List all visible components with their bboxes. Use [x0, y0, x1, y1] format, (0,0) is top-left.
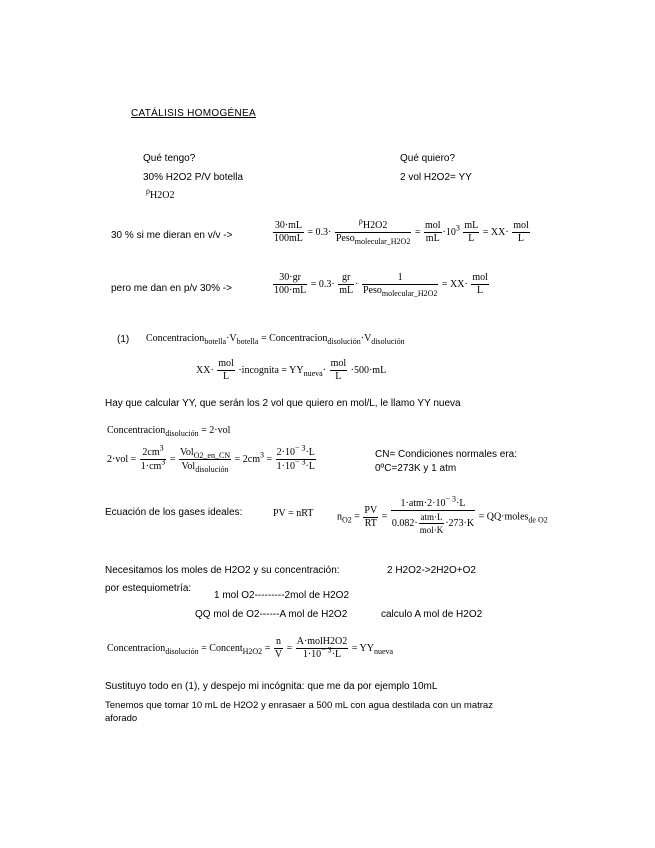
cn-note-1: CN= Condiciones normales era: — [375, 449, 518, 460]
pv-label: pero me dan en p/v 30% -> — [111, 283, 232, 294]
fraction: $\frac{Vol_{O2\_en\_CN}}{Vol_{disolución}}$ — [179, 447, 231, 474]
want-label: Qué quiero? — [400, 153, 456, 164]
stoich-line-2: QQ mol de O2------A mol de H2O2 — [195, 609, 348, 620]
equation-1b: XX· $\frac{\text{mol}}{L}$ ·incognita = $YY_{nueva}\cdot$ $\frac{\text{mol}}{L}$ ·500·mL — [196, 358, 387, 382]
fraction: $\frac{\text{mol}}{L}$ — [218, 358, 234, 382]
fraction: $\frac{^\rho H2O2}{Peso_{molecular\_H2O2}}$ — [335, 216, 411, 246]
fraction: $\frac{gr}{mL}$ — [339, 272, 354, 296]
final-conc-equation: Concentracion$_{disolución}$ = Concent$_{H2O2}$ = $\frac{n}{V}$ = $\frac{\text{A·molH2O2}}{1\cdot 10^{- 3}\cdot L}$ = $YY_{nueva}$ — [107, 636, 394, 660]
fraction: $1\cdot atm\cdot 2\cdot 10^{- 3}\cdot L$ 0.082· $\frac{\text{atm·L}}{\text{mol·K}}$ ·273·K — [391, 494, 475, 535]
paragraph-conclusion-2: aforado — [105, 713, 138, 724]
fraction: $\frac{1}{Peso_{molecular\_H2O2}}$ — [362, 272, 438, 298]
have-label: Qué tengo? — [143, 153, 196, 164]
stoich-calc: calculo A mol de H2O2 — [381, 609, 483, 620]
gas-pv: PV = nRT — [273, 508, 314, 519]
vv-equation: $\frac{30\cdot mL}{100mL}$ = 0.3· $\frac{^\rho H2O2}{Peso_{molecular\_H2O2}}$ = $\frac{\text{mol}}{mL}$ $\cdot 10^3$ $\frac{mL}{L}$ = XX· $\frac{\text{mol}}{L}$ — [274, 216, 529, 246]
have-line: 30% H2O2 P/V botella — [143, 172, 244, 183]
fraction: $\frac{n}{V}$ — [274, 636, 283, 660]
fraction: $\frac{\text{mol}}{mL}$ — [424, 220, 441, 244]
paragraph-substitute: Sustituyo todo en (1), y despejo mi incógnita: que me da por ejemplo 10mL — [105, 681, 438, 692]
reaction: 2 H2O2->2H2O+O2 — [387, 565, 476, 576]
fraction: $\frac{2cm^3}{1\cdot cm^3}$ — [140, 443, 166, 472]
fraction: $\frac{2\cdot 10^{- 3}\cdot L}{1\cdot 10^{- 3}\cdot L}$ — [276, 443, 315, 472]
pv-equation: $\frac{30\cdot gr}{100\cdot mL}$ = 0.3· $\frac{gr}{mL}$ · $\frac{1}{Peso_{molecular\_H2O2}}$ = XX· $\frac{\text{mol}}{L}$ — [274, 272, 488, 298]
fraction: $\frac{\text{mol}}{L}$ — [330, 358, 347, 382]
fraction: $\frac{\text{A·molH2O2}}{1\cdot 10^{- 3}\cdot L}$ — [296, 636, 348, 660]
fraction: $\frac{PV}{RT}$ — [364, 504, 378, 529]
gas-label: Ecuación de los gases ideales: — [105, 507, 243, 518]
stoich-label: por estequiometría: — [105, 583, 192, 594]
rho-symbol: ρ — [146, 186, 150, 196]
fraction: $\frac{30\cdot gr}{100\cdot mL}$ — [274, 272, 307, 296]
equation-1: $Concentracion_{botella}\cdot V_{botella}$ = $Concentracion_{disolución}\cdot V_{disolución}$ — [146, 333, 405, 346]
cn-note-2: 0ºC=273K y 1 atm — [375, 463, 457, 474]
h2o2-text: H2O2 — [150, 190, 175, 201]
have-rho-h2o2 — [146, 186, 175, 201]
equation-number: (1) — [117, 334, 130, 345]
stoich-line-1: 1 mol O2---------2mol de H2O2 — [214, 590, 350, 601]
page-title: CATÁLISIS HOMOGÉNEA — [131, 108, 256, 119]
fraction: $\frac{\text{atm·L}}{\text{mol·K}}$ — [419, 512, 444, 535]
moles-text: Necesitamos los moles de H2O2 y su concentración: — [105, 565, 340, 576]
vv-label: 30 % si me dieran en v/v -> — [111, 230, 233, 241]
paragraph-yy: Hay que calcular YY, que serán los 2 vol que quiero en mol/L, le llamo YY nueva — [105, 398, 461, 409]
fraction: $\frac{\text{mol}}{L}$ — [513, 220, 529, 244]
conc-2vol: Concentracion$_{disolución}$ = 2·vol — [107, 425, 231, 438]
fraction: $\frac{\text{mol}}{L}$ — [472, 272, 488, 296]
fraction: $\frac{30\cdot mL}{100mL}$ — [274, 220, 303, 244]
fraction: $\frac{mL}{L}$ — [464, 220, 479, 244]
want-line: 2 vol H2O2= YY — [400, 172, 472, 183]
vol-equation: 2·vol = $\frac{2cm^3}{1\cdot cm^3}$ = $\frac{Vol_{O2\_en\_CN}}{Vol_{disolución}}$ = $2cm^3$ = $\frac{2\cdot 10^{- 3}\cdot L}{1\cdot 10^{- 3}\cdot L}$ — [107, 443, 315, 474]
gas-equation: $n_{O2}$ = $\frac{PV}{RT}$ = $1\cdot atm\cdot 2\cdot 10^{- 3}\cdot L$ 0.082· $\frac{\text{atm·L}}{\text{mol·K}}$ ·273·K = QQ·moles$_{de O2}$ — [337, 494, 548, 535]
paragraph-conclusion-1: Tenemos que tomar 10 mL de H2O2 y enrasaer a 500 mL con agua destilada con un matraz — [105, 700, 493, 711]
